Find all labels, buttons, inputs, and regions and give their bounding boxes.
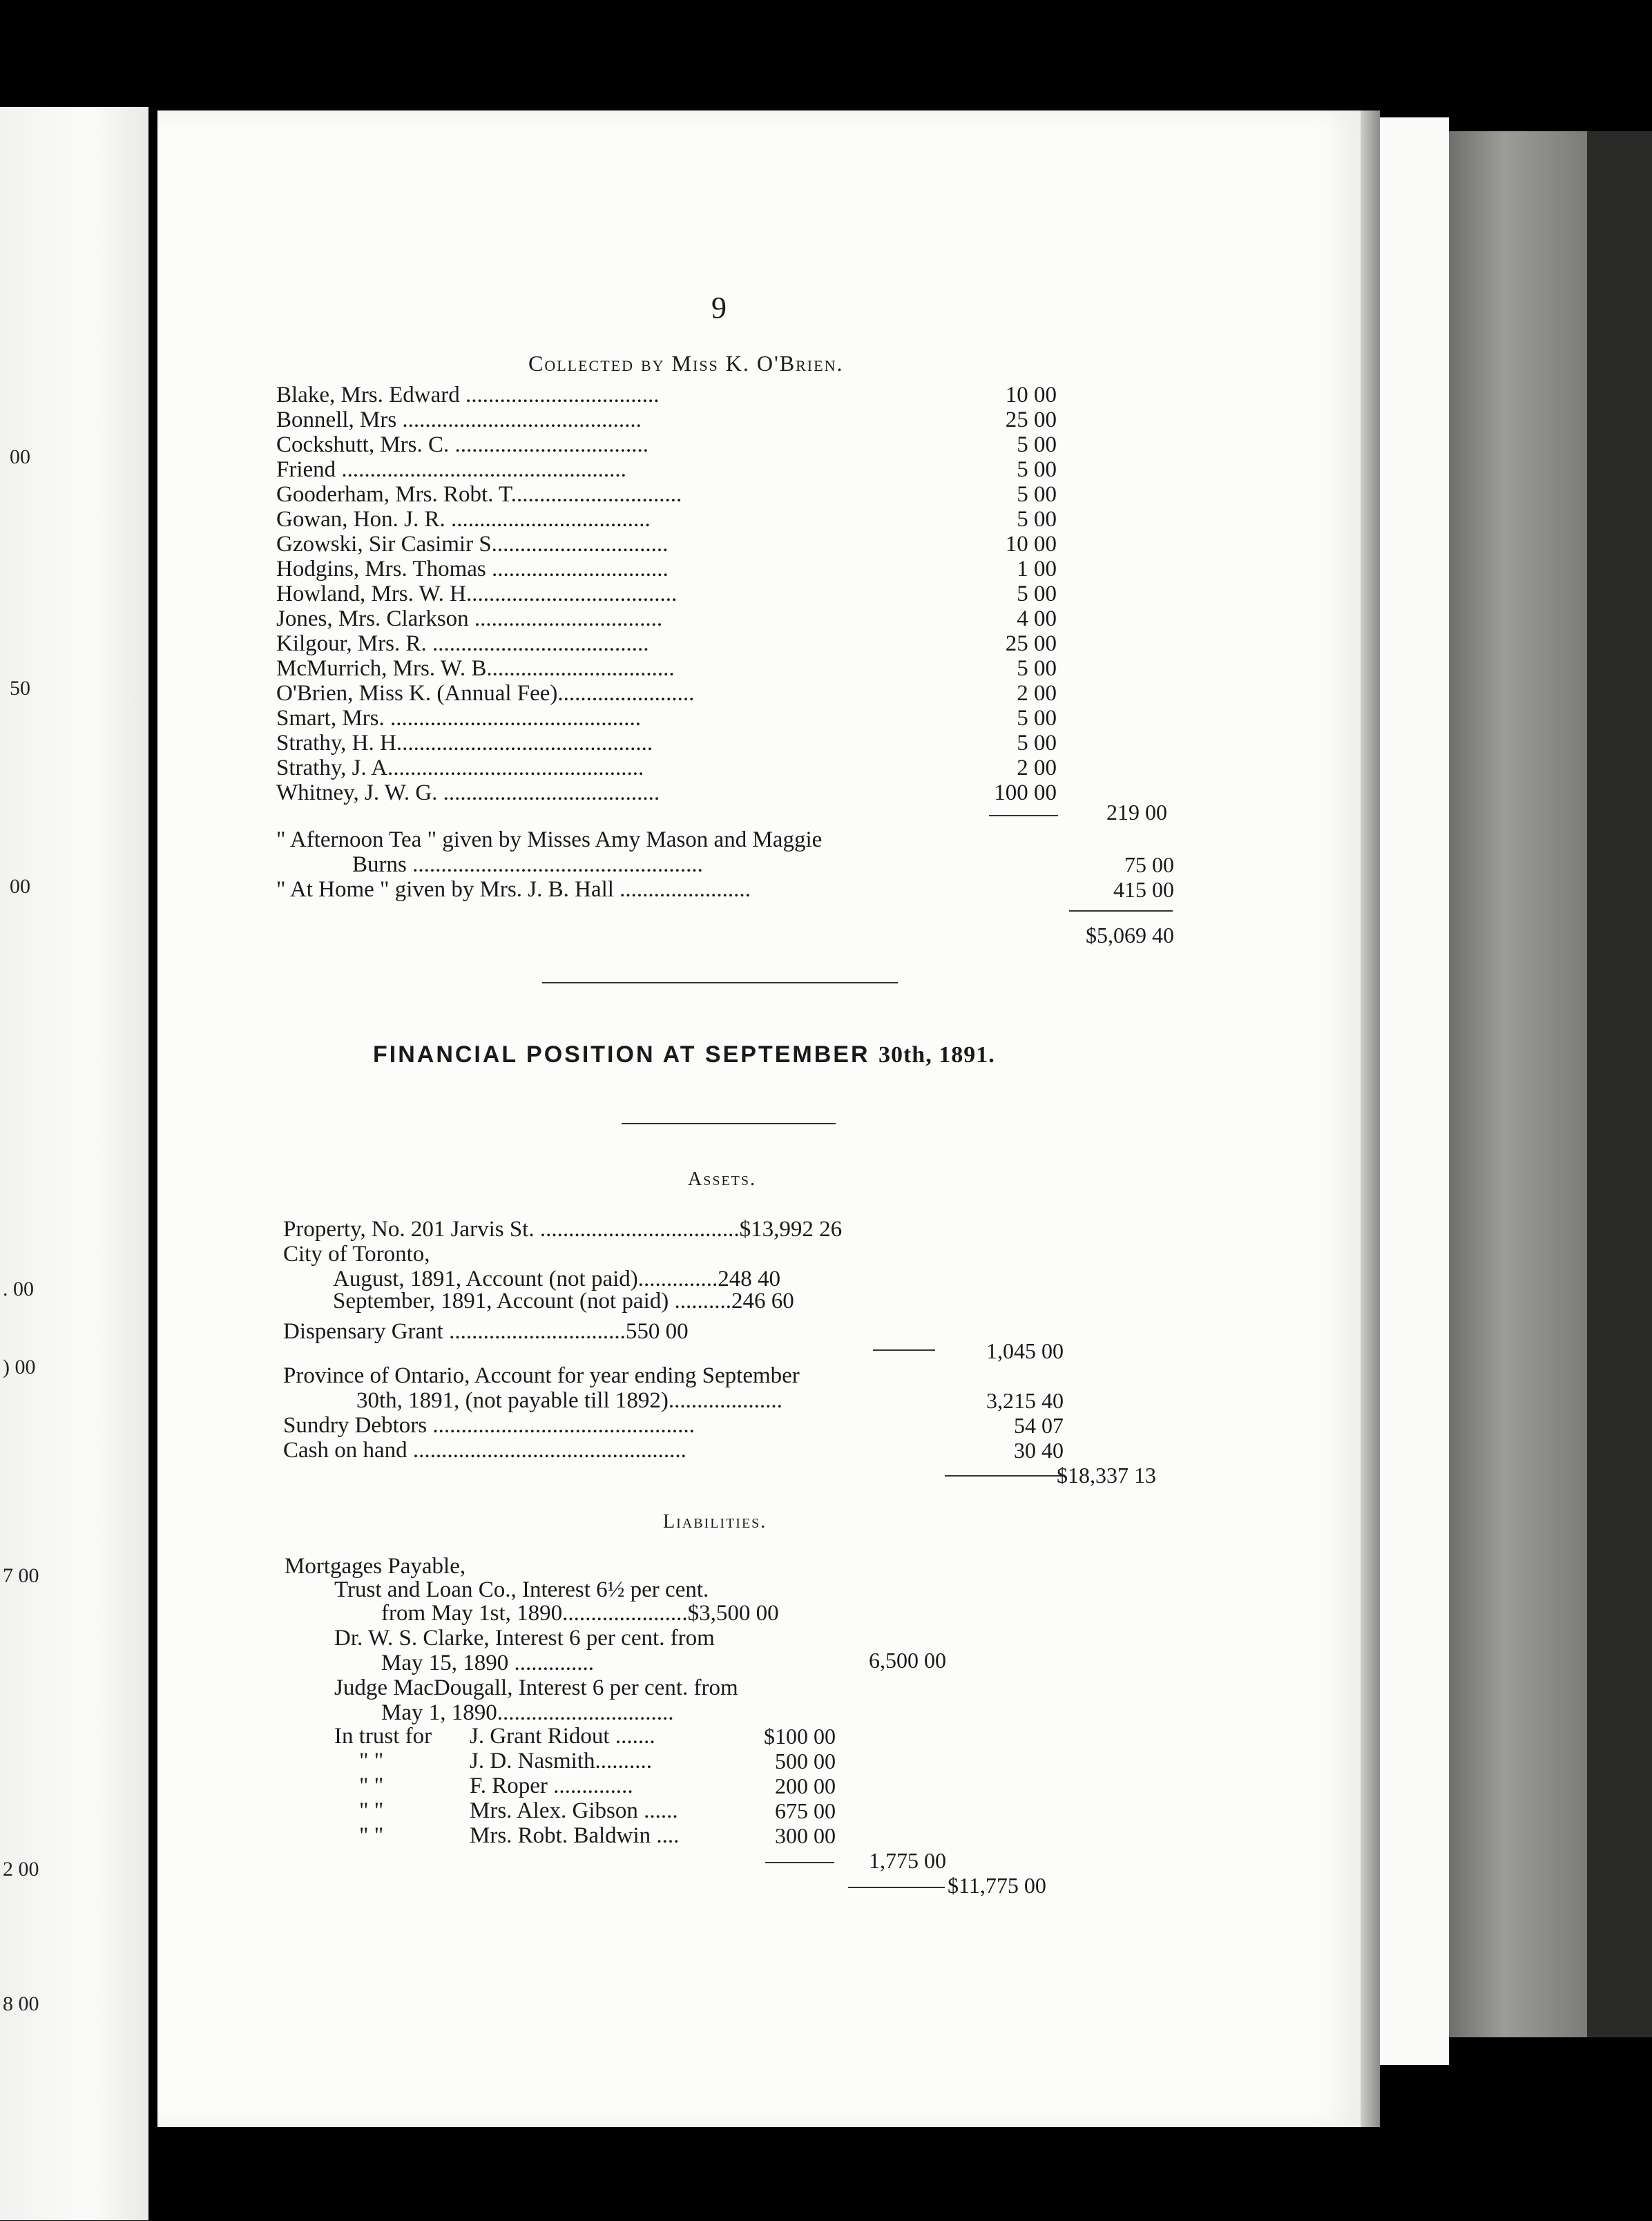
city-subtotal: 1,045 00 [986, 1338, 1064, 1363]
trust-prefix: " " [359, 1749, 384, 1773]
trust-name: Mrs. Robt. Baldwin .... [470, 1823, 680, 1848]
trust-prefix: " " [359, 1823, 384, 1848]
liability-macdougall-line2: May 1, 1890............................... [381, 1700, 674, 1725]
collected-name: Kilgour, Mrs. R. ...................................... [276, 631, 649, 656]
collected-row [276, 681, 1057, 706]
left-page-fragment: 00 [10, 875, 30, 898]
trust-amount: 200 00 [775, 1773, 836, 1798]
trust-prefix: " " [359, 1773, 384, 1798]
liability-trust-line2: from May 1st, 1890......................$3,500 00 [381, 1601, 779, 1626]
trust-amount: 675 00 [775, 1798, 836, 1823]
book-page-stack [1380, 117, 1449, 2065]
collected-grand-total: $5,069 40 [1086, 923, 1174, 948]
collected-row [276, 432, 1057, 457]
total-rule [1069, 910, 1173, 912]
collected-row [276, 407, 1057, 432]
collected-row [276, 532, 1057, 557]
collected-amount: 4 00 [1017, 606, 1057, 631]
book-cover [1449, 131, 1587, 2037]
collected-row [276, 581, 1057, 606]
book-spine-shadow [1587, 131, 1652, 2037]
liability-trust-line1: Trust and Loan Co., Interest 6½ per cent. [334, 1577, 709, 1602]
collected-row [276, 383, 1057, 407]
collected-name: Jones, Mrs. Clarkson ................................. [276, 606, 663, 631]
collected-subtotal: 219 00 [1106, 800, 1167, 825]
trust-name: J. Grant Ridout ....... [470, 1724, 655, 1749]
collected-row [276, 656, 1057, 681]
liabilities-total: $11,775 00 [948, 1873, 1046, 1898]
collected-heading: Collected by Miss K. O'Brien. [528, 351, 844, 376]
collected-amount: 100 00 [994, 780, 1057, 805]
at-home-line: " At Home " given by Mrs. J. B. Hall ....................... [276, 877, 751, 902]
liability-mortgages: Mortgages Payable, [285, 1554, 466, 1579]
left-page-fragment: 7 00 [3, 1564, 39, 1587]
collected-amount: 5 00 [1017, 482, 1057, 507]
collected-row [276, 731, 1057, 756]
asset-sundry: Sundry Debtors .............................................. [283, 1413, 695, 1438]
collected-amount: 5 00 [1017, 457, 1057, 482]
collected-amount: 2 00 [1017, 756, 1057, 780]
collected-amount: 5 00 [1017, 581, 1057, 606]
page-edge-shadow [1361, 110, 1380, 2127]
city-rule [873, 1349, 935, 1351]
trust-prefix: In trust for [334, 1724, 432, 1749]
financial-title-text: FINANCIAL POSITION AT SEPTEMBER [373, 1041, 870, 1068]
cash-amount: 30 40 [1014, 1438, 1064, 1463]
collected-name: Blake, Mrs. Edward .................................. [276, 383, 660, 407]
page-number: 9 [711, 291, 727, 325]
collected-amount: 1 00 [1017, 557, 1057, 581]
collected-amount: 5 00 [1017, 731, 1057, 756]
collected-row [276, 706, 1057, 731]
left-page-fragment: 8 00 [3, 1992, 39, 2015]
collected-row [276, 631, 1057, 656]
collected-row [276, 780, 1057, 805]
liability-clarke-line1: Dr. W. S. Clarke, Interest 6 per cent. from [334, 1626, 715, 1651]
collected-name: Cockshutt, Mrs. C. .................................. [276, 432, 649, 457]
financial-title [373, 1041, 995, 1068]
trust-subtotal-rule [765, 1862, 834, 1863]
asset-property: Property, No. 201 Jarvis St. ...................................$13,992 26 [283, 1217, 843, 1242]
collected-row [276, 507, 1057, 532]
asset-august: August, 1891, Account (not paid)..............248 40 [333, 1267, 781, 1291]
left-page-fragment: ) 00 [3, 1356, 36, 1378]
liabilities-total-rule [848, 1887, 945, 1888]
collected-name: Whitney, J. W. G. ...................................... [276, 780, 660, 805]
collected-name: Bonnell, Mrs .......................................... [276, 407, 642, 432]
liability-macdougall-line1: Judge MacDougall, Interest 6 per cent. from [334, 1675, 738, 1700]
collected-name: O'Brien, Miss K. (Annual Fee)........................ [276, 681, 695, 706]
collected-row [276, 457, 1057, 482]
asset-cash: Cash on hand ................................................ [283, 1438, 686, 1463]
collected-name: McMurrich, Mrs. W. B................................. [276, 656, 675, 681]
collected-name: Gzowski, Sir Casimir S............................... [276, 532, 669, 557]
collected-row [276, 557, 1057, 581]
assets-heading: Assets. [688, 1169, 757, 1190]
collected-amount: 25 00 [1005, 407, 1057, 432]
assets-total: $18,337 13 [1057, 1463, 1156, 1488]
collected-name: Smart, Mrs. ............................................ [276, 706, 641, 731]
afternoon-tea-amount: 75 00 [1124, 852, 1174, 877]
asset-dispensary: Dispensary Grant ...............................550 00 [283, 1319, 689, 1344]
collected-amount: 5 00 [1017, 432, 1057, 457]
collected-name: Hodgins, Mrs. Thomas ............................... [276, 557, 669, 581]
asset-city: City of Toronto, [283, 1242, 430, 1267]
asset-province-line1: Province of Ontario, Account for year ending September [283, 1363, 800, 1388]
collected-name: Howland, Mrs. W. H..................................... [276, 581, 678, 606]
left-page-fragment: 00 [10, 445, 30, 468]
asset-september: September, 1891, Account (not paid) ..........246 60 [333, 1289, 794, 1314]
left-page-fragment: 50 [10, 677, 30, 700]
collected-amount: 25 00 [1005, 631, 1057, 656]
collected-amount: 5 00 [1017, 706, 1057, 731]
left-page-fragment: 2 00 [3, 1858, 39, 1881]
collected-row [276, 606, 1057, 631]
afternoon-tea-line2: Burns ................................................... [352, 852, 703, 877]
collected-amount: 10 00 [1005, 383, 1057, 407]
collected-name: Gooderham, Mrs. Robt. T.............................. [276, 482, 682, 507]
financial-title-date: 30th, 1891. [878, 1042, 995, 1068]
trust-name: Mrs. Alex. Gibson ...... [470, 1798, 678, 1823]
title-underline [622, 1123, 836, 1124]
collected-row [276, 482, 1057, 507]
trust-name: J. D. Nasmith.......... [470, 1749, 652, 1773]
clarke-amount: 6,500 00 [869, 1648, 946, 1673]
sundry-amount: 54 07 [1014, 1413, 1064, 1438]
collected-amount: 5 00 [1017, 656, 1057, 681]
collected-name: Gowan, Hon. J. R. ................................... [276, 507, 651, 532]
trust-amount: $100 00 [764, 1724, 836, 1749]
afternoon-tea-line: " Afternoon Tea " given by Misses Amy Mason and Maggie [276, 827, 823, 852]
trust-prefix: " " [359, 1798, 384, 1823]
collected-name: Friend .................................................. [276, 457, 626, 482]
collected-amount: 10 00 [1005, 532, 1057, 557]
section-divider [542, 982, 898, 983]
liability-clarke-line2: May 15, 1890 .............. [381, 1651, 594, 1675]
collected-row [276, 756, 1057, 780]
left-page-fragment: . 00 [3, 1278, 34, 1300]
subtotal-rule [989, 815, 1058, 816]
collected-name: Strathy, H. H............................................. [276, 731, 653, 756]
left-page-edge [0, 107, 148, 2220]
trust-amount: 300 00 [775, 1823, 836, 1848]
asset-province-line2: 30th, 1891, (not payable till 1892).................... [356, 1388, 782, 1413]
province-amount: 3,215 40 [986, 1388, 1064, 1413]
trust-subtotal: 1,775 00 [869, 1848, 946, 1873]
collected-name: Strathy, J. A............................................. [276, 756, 644, 780]
trust-amount: 500 00 [775, 1749, 836, 1773]
trust-name: F. Roper .............. [470, 1773, 633, 1798]
collected-amount: 5 00 [1017, 507, 1057, 532]
at-home-amount: 415 00 [1113, 877, 1174, 902]
liabilities-heading: Liabilities. [663, 1511, 767, 1532]
collected-amount: 2 00 [1017, 681, 1057, 706]
assets-total-rule [945, 1475, 1062, 1477]
